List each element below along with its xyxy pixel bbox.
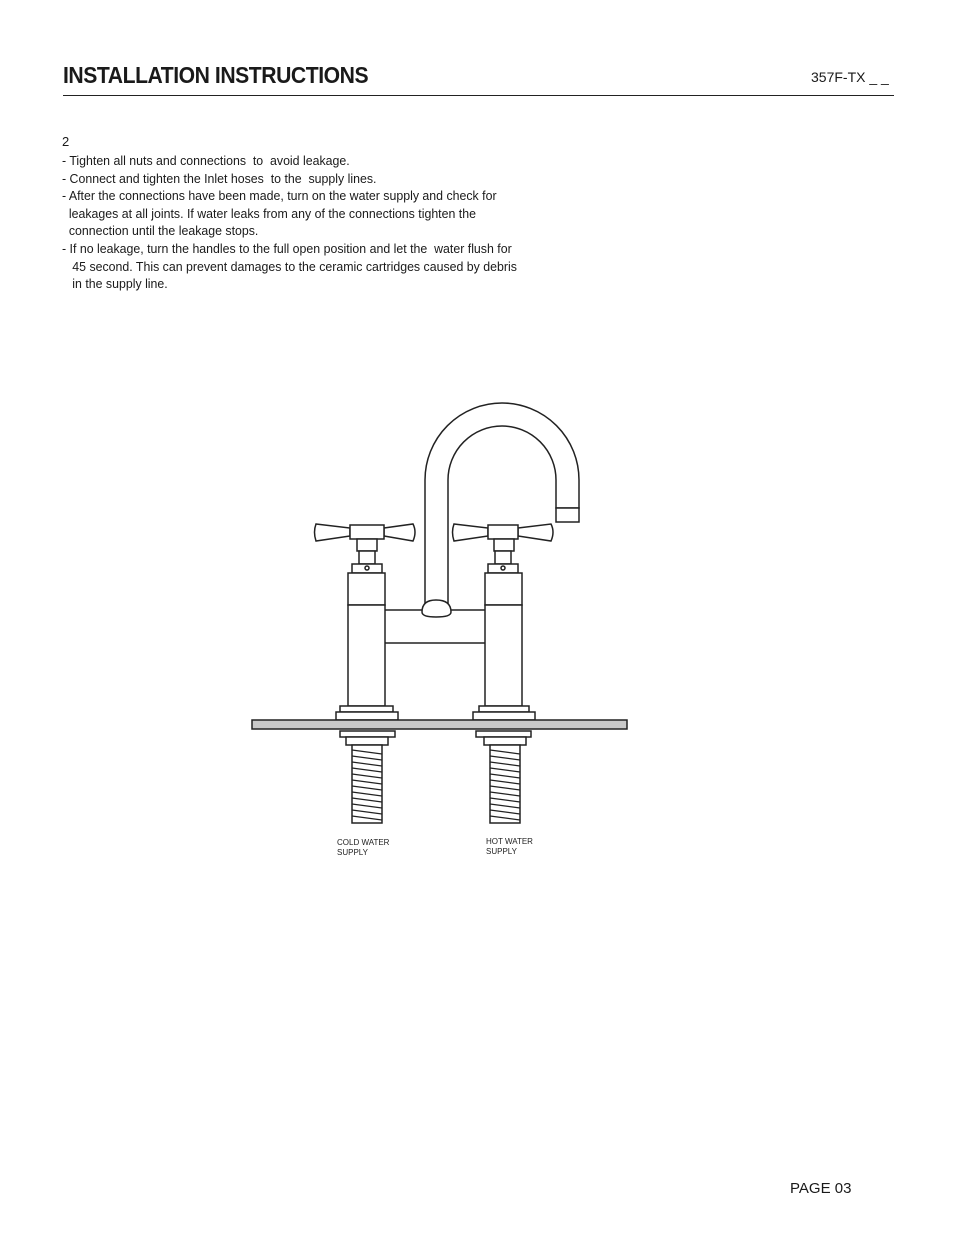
page-number: PAGE 03 — [790, 1180, 852, 1197]
spout-base-collar — [422, 600, 451, 617]
deck-plate — [252, 720, 627, 729]
instruction-line: 45 second. This can prevent damages to the ceramic cartridges caused by debris — [62, 258, 517, 274]
hot-supply-label: HOT WATER — [486, 837, 533, 846]
instruction-line: connection until the leakage stops. — [62, 223, 259, 239]
instruction-line: - After the connections have been made, turn on the water supply and check for — [62, 188, 497, 204]
instruction-line: - Tighten all nuts and connections to avoid leakage. — [62, 153, 350, 168]
cold-supply-label: COLD WATER — [337, 838, 390, 847]
faucet-diagram — [240, 400, 640, 870]
cold-supply-shank — [340, 731, 395, 823]
instruction-line: in the supply line. — [62, 276, 168, 292]
instruction-list — [62, 152, 537, 293]
instruction-line: leakages at all joints. If water leaks from any of the connections tighten the — [62, 205, 476, 221]
cold-supply-label: SUPPLY — [337, 848, 368, 857]
model-code: 357F-TX _ _ — [811, 69, 889, 85]
page-title: INSTALLATION INSTRUCTIONS — [63, 62, 369, 88]
step-number: 2 — [62, 134, 70, 149]
instruction-line: - Connect and tighten the Inlet hoses to the supply lines. — [62, 170, 377, 186]
instruction-line: - If no leakage, turn the handles to the full open position and let the water flush for — [62, 240, 512, 256]
hot-supply-shank — [476, 731, 531, 823]
header-divider — [63, 95, 894, 96]
hot-supply-label: SUPPLY — [486, 847, 517, 856]
spout-outlet — [556, 508, 579, 522]
